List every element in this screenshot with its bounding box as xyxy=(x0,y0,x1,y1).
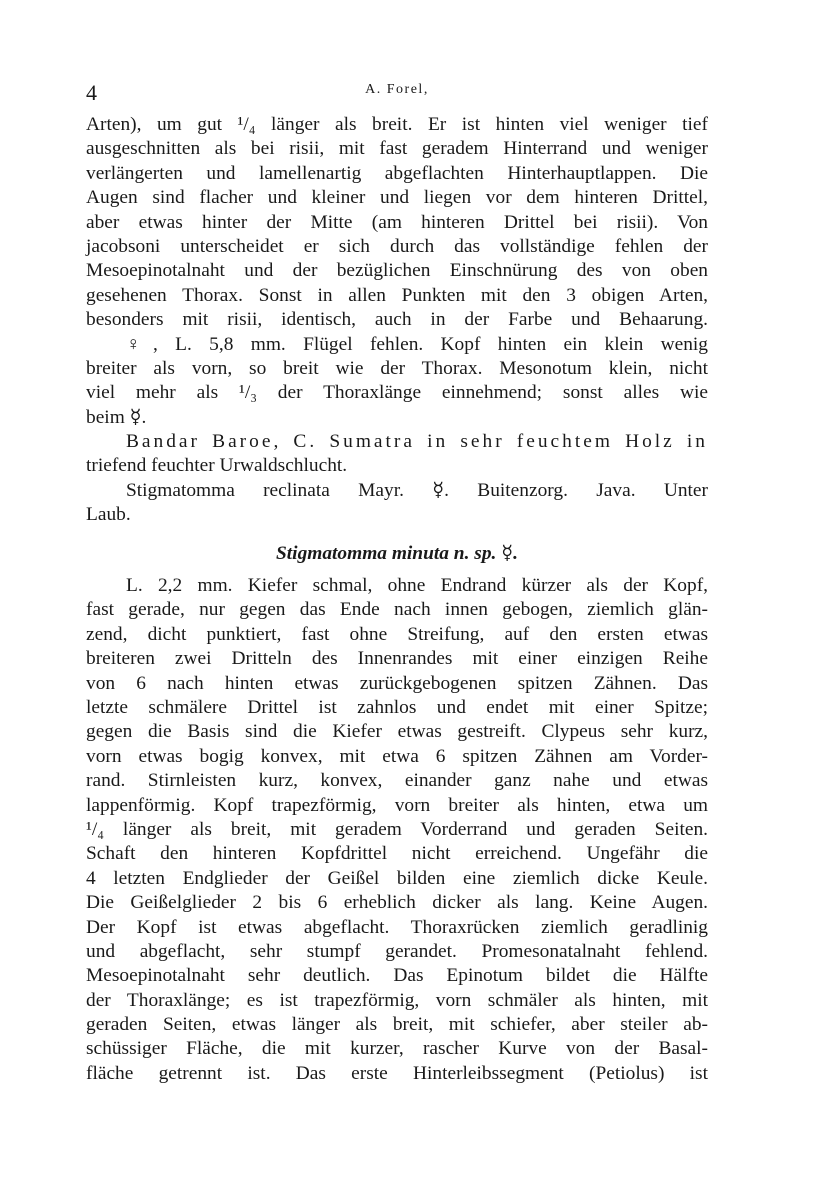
text-line: der Thoraxlänge; es ist trapezförmig, vorn schmäler als hinten, mit xyxy=(86,989,708,1011)
text-line: beim ☿. xyxy=(86,406,147,428)
body-text xyxy=(86,113,708,1086)
text-line: 4 letzten Endglieder der Geißel bilden eine ziemlich dicke Keule. xyxy=(86,867,708,889)
text-line: zend, dicht punktiert, fast ohne Streifung, auf den ersten etwas xyxy=(86,623,708,645)
text-line: Der Kopf ist etwas abgeflacht. Thoraxrücken ziemlich geradlinig xyxy=(86,916,708,938)
text-line: Mesoepinotalnaht und der bezüglichen Einschnürung des von oben xyxy=(86,260,708,282)
text-line: fast gerade, nur gegen das Ende nach innen gebogen, ziemlich glän- xyxy=(86,599,708,621)
text-line: triefend feuchter Urwaldschlucht. xyxy=(86,455,348,477)
text-line: aber etwas hinter der Mitte (am hinteren Drittel bei risii). Von xyxy=(86,211,708,233)
text-line: viel mehr als ¹/₃ der Thoraxlänge einnehmend; sonst alles wie xyxy=(86,382,708,404)
section-heading: Stigmatomma minuta n. sp. ☿. xyxy=(276,542,518,564)
text-line: ausgeschnitten als bei risii, mit fast geradem Hinterrand und weniger xyxy=(86,138,708,160)
text-line: Die Geißelglieder 2 bis 6 erheblich dicker als lang. Keine Augen. xyxy=(86,892,708,914)
text-line: Schaft den hinteren Kopfdrittel nicht erreichend. Ungefähr die xyxy=(86,843,708,865)
text-line: ♀, L. 5,8 mm. Flügel fehlen. Kopf hinten ein klein wenig xyxy=(126,333,708,355)
text-line: gegen die Basis sind die Kiefer etwas gestreift. Clypeus sehr kurz, xyxy=(86,721,708,743)
text-line: rand. Stirnleisten kurz, konvex, einander ganz nahe und etwas xyxy=(86,770,708,792)
text-line: schüssiger Fläche, die mit kurzer, rascher Kurve von der Basal- xyxy=(86,1038,708,1060)
text-line: von 6 nach hinten etwas zurückgebogenen spitzen Zähnen. Das xyxy=(86,672,708,694)
text-line: besonders mit risii, identisch, auch in der Farbe und Behaarung. xyxy=(86,309,708,331)
text-line: Stigmatomma reclinata Mayr. ☿. Buitenzorg. Java. Unter xyxy=(126,479,708,501)
text-line: letzte schmälere Drittel ist zahnlos und endet mit einer Spitze; xyxy=(86,696,708,718)
text-line: breiter als vorn, so breit wie der Thorax. Mesonotum klein, nicht xyxy=(86,357,708,379)
page-number: 4 xyxy=(86,80,97,105)
text-line: Arten), um gut ¹/₄ länger als breit. Er ist hinten viel weniger tief xyxy=(86,114,708,135)
text-line: L. 2,2 mm. Kiefer schmal, ohne Endrand kürzer als der Kopf, xyxy=(126,575,708,597)
text-line: ¹/₄ länger als breit, mit geradem Vorderrand und geraden Seiten. xyxy=(86,818,708,840)
text-line: jacobsoni unterscheidet er sich durch das vollständige fehlen der xyxy=(86,235,708,257)
text-line: vorn etwas bogig konvex, mit etwa 6 spitzen Zähnen am Vorder- xyxy=(86,745,708,767)
text-line: fläche getrennt ist. Das erste Hinterleibssegment (Petiolus) ist xyxy=(86,1062,708,1084)
text-line: Augen sind flacher und kleiner und liegen vor dem hinteren Drittel, xyxy=(86,187,708,209)
text-line: Mesoepinotalnaht sehr deutlich. Das Epinotum bildet die Hälfte xyxy=(86,965,708,987)
page-header xyxy=(86,80,708,106)
text-line: verlängerten und lamellenartig abgeflachten Hinterhauptlappen. Die xyxy=(86,162,708,184)
text-line: Bandar Baroe, C. Sumatra in sehr feuchtem Holz in xyxy=(126,431,708,453)
running-head: A. Forel, xyxy=(365,82,429,97)
text-line: geraden Seiten, etwas länger als breit, mit schiefer, aber steiler ab- xyxy=(86,1014,708,1036)
text-line: breiteren zwei Dritteln des Innenrandes mit einer einzigen Reihe xyxy=(86,648,708,670)
text-line: Laub. xyxy=(86,504,131,526)
text-line: und abgeflacht, sehr stumpf gerandet. Promesonatalnaht fehlend. xyxy=(86,940,708,962)
text-line: lappenförmig. Kopf trapezförmig, vorn breiter als hinten, etwa um xyxy=(86,794,708,816)
text-line: gesehenen Thorax. Sonst in allen Punkten mit den 3 obigen Arten, xyxy=(86,284,708,306)
